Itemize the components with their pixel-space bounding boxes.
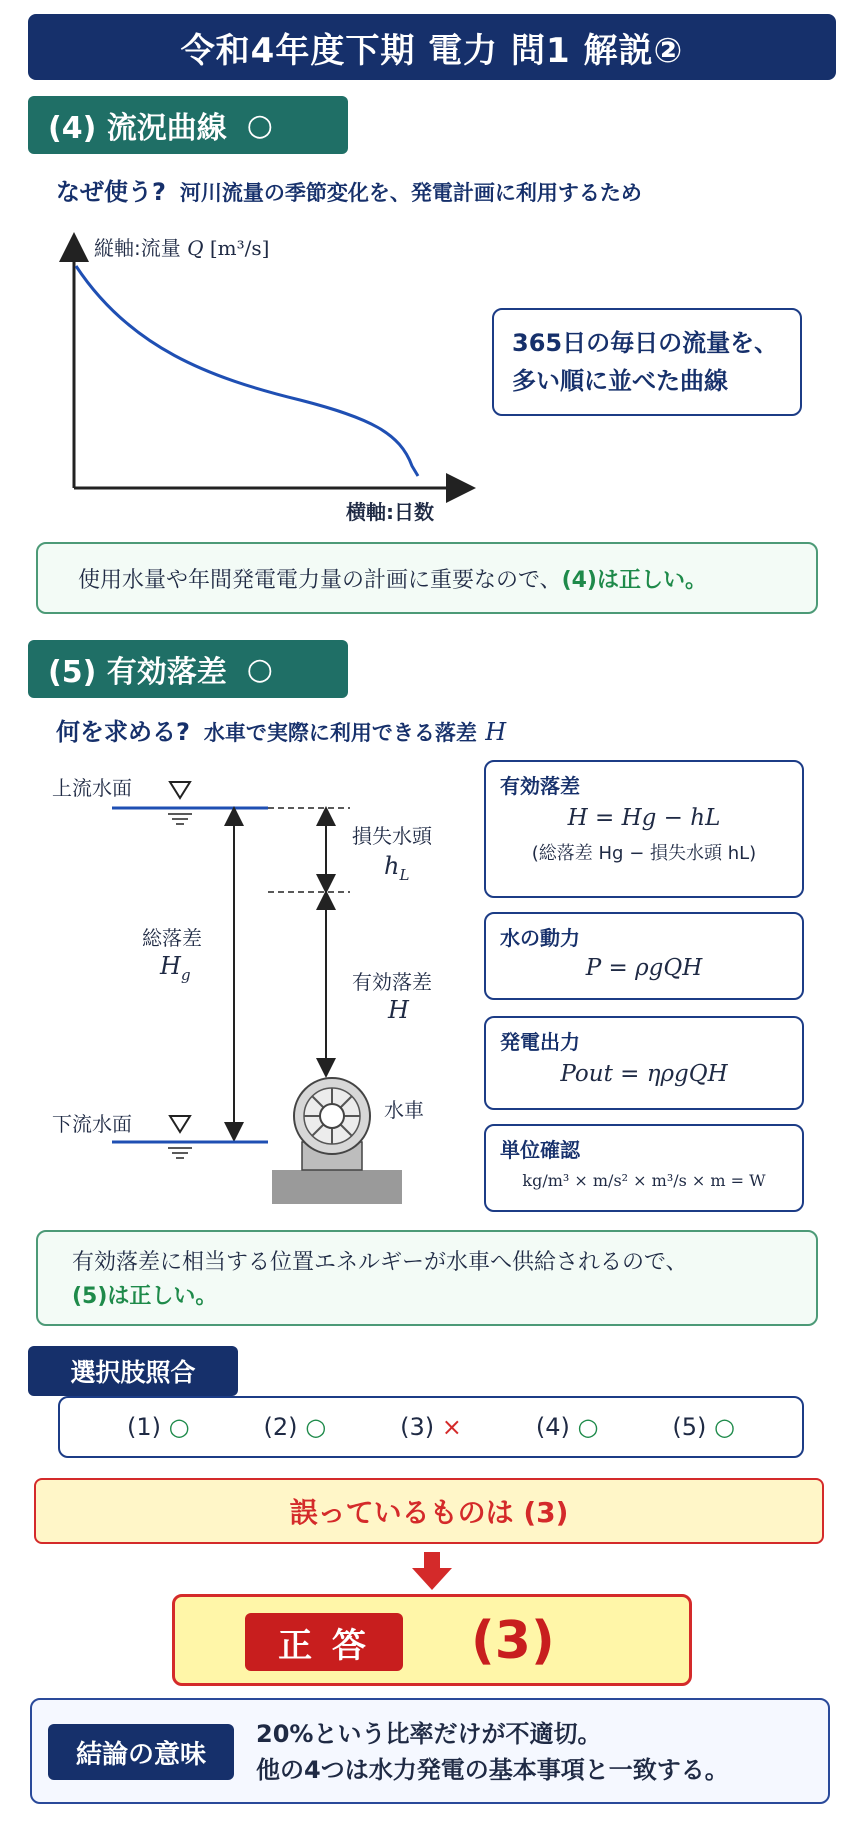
choices-row (58, 1396, 804, 1458)
section-5-mark: ○ (246, 651, 273, 687)
correct-answer-label: 正 答 (245, 1613, 403, 1671)
formula-note-effective-head: (総落差 Hg − 損失水頭 hL) (531, 843, 757, 864)
upper-water-label: 上流水面 (52, 776, 132, 800)
upper-water-symbol (170, 782, 190, 798)
chart-note-box (492, 308, 802, 416)
formula-box-unit-check (484, 1124, 804, 1212)
section-4-answer: 河川流量の季節変化を、発電計画に利用するため (179, 181, 642, 205)
section-4-heading-text: (4) 流況曲線 (48, 111, 227, 146)
meaning-line2: 他の4つは水力発電の基本事項と一致する。 (256, 1756, 729, 1784)
wrong-answer-box: 誤っているものは (3) (34, 1478, 824, 1544)
turbine-label: 水車 (384, 1098, 424, 1122)
section-4-heading (28, 96, 348, 154)
choice-5: (5) ○ (672, 1413, 735, 1441)
y-symbol: Q (187, 236, 204, 260)
chart-note-line1: 365日の毎日の流量を、 (512, 329, 779, 357)
y-unit: [m³/s] (209, 236, 270, 260)
section-5-answer-symbol: H (485, 718, 507, 746)
correct-answer-value: (3) (471, 1611, 555, 1671)
section-5-answer: 水車で実際に利用できる落差 (203, 721, 477, 745)
effective-head-label: 有効落差 (352, 970, 432, 994)
choice-4: (4) ○ (535, 1413, 599, 1441)
choice-3: (3) × (400, 1413, 462, 1441)
loss-head-symbol: $h_L$ (384, 852, 410, 884)
section-5-heading (28, 640, 348, 698)
formula-box-output (484, 1016, 804, 1110)
section-4-mark: ○ (246, 107, 273, 143)
chart-note-line2: 多い順に並べた曲線 (512, 367, 728, 395)
x-axis-label: 横軸:日数 (346, 500, 434, 524)
formula-title-water-power: 水の動力 (500, 926, 580, 950)
gross-head-symbol: $H_g$ (160, 952, 191, 984)
formula-box-water-power (484, 912, 804, 1000)
section-5-question: 何を求める? (56, 718, 190, 746)
formula-output: Pout = ηρgQH (560, 1061, 728, 1087)
turbine-icon (272, 1078, 402, 1204)
formula-unit-check: kg/m³ × m/s² × m³/s × m = W (522, 1171, 766, 1190)
section-4-conclusion-text: 使用水量や年間発電電力量の計画に重要なので、 (78, 567, 562, 593)
lower-water-label: 下流水面 (52, 1112, 132, 1136)
formula-title-unit-check: 単位確認 (500, 1138, 580, 1162)
down-arrow-icon (410, 1552, 454, 1592)
choice-1: (1) ○ (126, 1413, 190, 1441)
section-5-conclusion (36, 1230, 818, 1326)
meaning-label: 結論の意味 (48, 1724, 234, 1780)
y-axis-label: 縦軸:流量 Q [m³/s] (94, 236, 270, 260)
formula-title-output: 発電出力 (500, 1030, 580, 1054)
formula-title-effective-head: 有効落差 (500, 774, 580, 798)
correct-answer-box (172, 1594, 692, 1686)
flow-duration-chart (40, 228, 480, 518)
section-4-conclusion (36, 542, 818, 614)
formula-box-effective-head (484, 760, 804, 898)
lower-water-symbol (170, 1116, 190, 1132)
choice-2: (2) ○ (263, 1413, 327, 1441)
gross-head-label: 総落差 (142, 926, 202, 950)
formula-effective-head: H = Hg − hL (567, 805, 721, 831)
loss-head-label: 損失水頭 (352, 824, 432, 848)
effective-head-symbol: H (388, 996, 409, 1024)
meaning-box (30, 1698, 830, 1804)
meaning-text (256, 1716, 729, 1788)
section-5-conclusion-strong: (5)は正しい。 (72, 1284, 218, 1309)
section-4-question-row (56, 172, 642, 207)
formula-water-power: P = ρgQH (585, 955, 703, 981)
section-4-question: なぜ使う? (56, 178, 166, 206)
choices-heading: 選択肢照合 (28, 1346, 238, 1396)
section-5-heading-text: (5) 有効落差 (48, 655, 227, 690)
section-5-question-row (56, 712, 506, 747)
section-4-conclusion-strong: (4)は正しい。 (561, 567, 707, 593)
meaning-line1: 20%という比率だけが不適切。 (256, 1720, 602, 1748)
flow-duration-curve (76, 266, 418, 476)
section-5-conclusion-text: 有効落差に相当する位置エネルギーが水車へ供給されるので、 (72, 1250, 688, 1275)
page-title: 令和4年度下期 電力 問1 解説② (28, 14, 836, 80)
